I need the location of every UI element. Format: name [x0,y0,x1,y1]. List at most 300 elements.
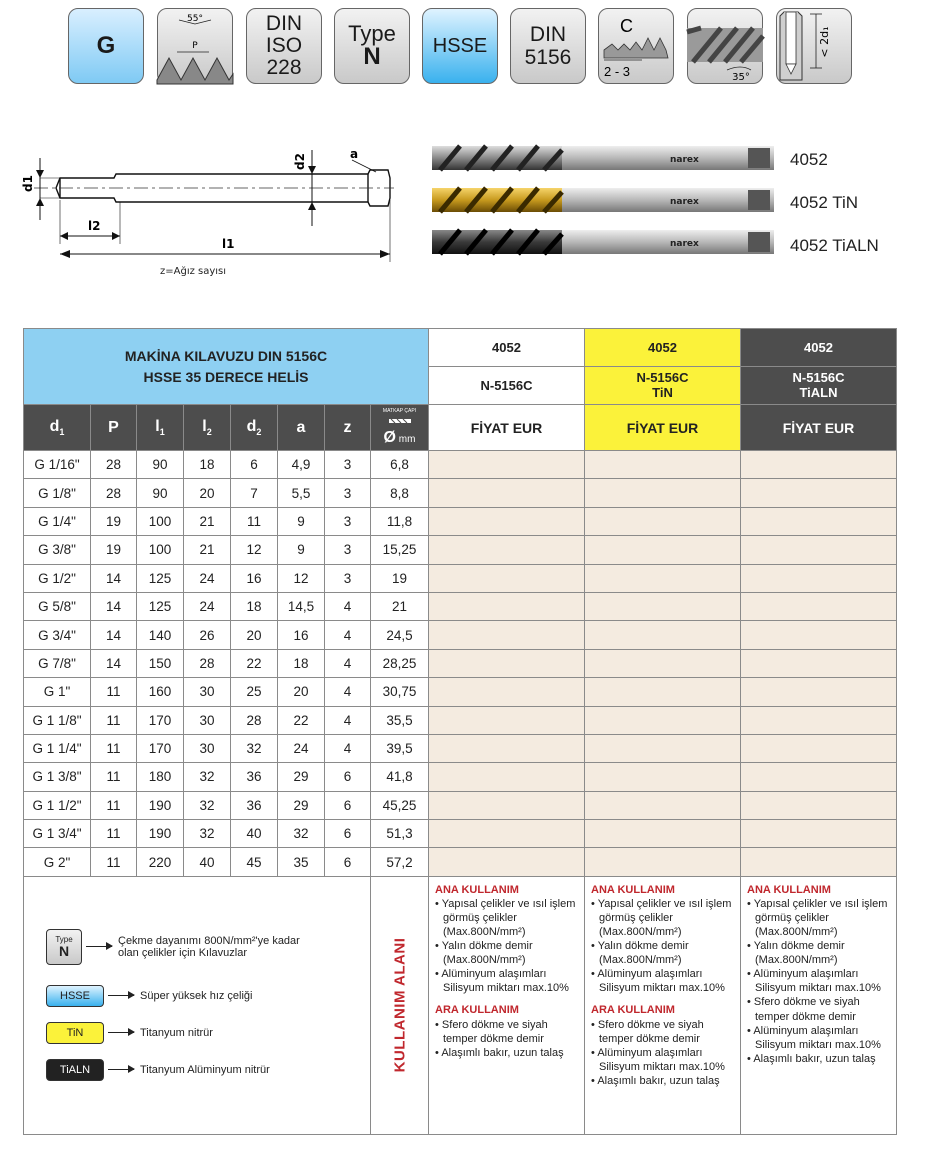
sub-usage-title: ARA KULLANIM [435,1004,519,1017]
price-cell [585,649,741,677]
price-cell [585,791,741,819]
usage-item: • Alaşımlı bakır, uzun talaş [747,1052,892,1066]
table-row [24,507,897,535]
main-usage-title: ANA KULLANIM [747,883,831,896]
table-cell: 190 [137,820,184,848]
table-cell: 3 [325,507,371,535]
drill-bit-icon [387,416,413,426]
usage-area-label-cell [371,876,429,1134]
price-cell [741,706,897,734]
table-cell: 3 [325,451,371,479]
table-cell: 6 [325,791,371,819]
main-usage-list [747,897,892,1066]
price-cell [741,621,897,649]
table-cell: 32 [278,820,325,848]
table-cell: 125 [137,564,184,592]
chamfer-icon [598,8,674,84]
table-cell: 11 [231,507,278,535]
table-cell: 28,25 [371,649,429,677]
legend-tialn-text: Titanyum Alüminyum nitrür [140,1063,270,1076]
table-cell: G 1 3/4" [24,820,91,848]
table-cell: 16 [278,621,325,649]
table-cell: 18 [184,451,231,479]
price-header-plain: FİYAT EUR [429,405,585,451]
legend-hsse-text: Süper yüksek hız çeliği [140,989,253,1002]
table-cell: G 1 1/8" [24,706,91,734]
table-row [24,706,897,734]
tool-4052-plain [432,146,774,170]
product-standard-tin-name: N-5156C [636,370,689,386]
table-cell: 11 [91,734,137,762]
formula-caption: z=Ağız sayısı [160,266,227,277]
table-cell: G 3/4" [24,621,91,649]
table-cell: G 3/8" [24,536,91,564]
legend-type-n-badge: Type N [46,929,82,965]
sub-usage-list [591,1018,736,1088]
legend-tin [46,1022,213,1044]
table-cell: 100 [137,507,184,535]
badge-type-label: Type [348,21,396,46]
usage-item: • Alüminyum alaşımları Silisyum miktarı max.10% [435,967,580,995]
col-drill [371,405,429,451]
usage-item: • Yapısal çelikler ve ısıl işlem görmüş çelikler (Max.800N/mm²) [591,897,736,939]
table-row [24,678,897,706]
d1-label: d1 [21,175,35,192]
col-d2: $d_2$ [231,405,278,451]
price-cell [741,649,897,677]
table-cell: 4 [325,734,371,762]
badge-thread-profile [157,8,233,84]
price-cell [741,592,897,620]
table-cell: 45,25 [371,791,429,819]
price-cell [429,451,585,479]
table-cell: 11 [91,706,137,734]
usage-item: • Alaşımlı bakır, uzun talaş [591,1074,736,1088]
chamfer-letter: C [620,16,633,36]
tap-dimension-drawing [21,140,404,280]
table-cell: 90 [137,451,184,479]
table-cell: 51,3 [371,820,429,848]
badge-din-iso-line3: 228 [266,56,302,80]
table-cell: 24,5 [371,621,429,649]
table-cell: 14 [91,649,137,677]
sub-usage-title: ARA KULLANIM [591,1004,675,1017]
product-coating-tialn: TiALN [799,384,838,400]
table-cell: 45 [231,848,278,876]
usage-item: • Alüminyum alaşımları Silisyum miktarı max.10% [591,967,736,995]
arrow-icon [108,1032,134,1033]
product-coating-tin: TiN [652,384,673,400]
table-row [24,479,897,507]
table-row [24,791,897,819]
usage-item: • Yapısal çelikler ve ısıl işlem görmüş çelikler (Max.800N/mm²) [435,897,580,939]
legend-tin-text: Titanyum nitrür [140,1026,213,1039]
table-cell: 14 [91,621,137,649]
table-cell: 36 [231,791,278,819]
table-cell: 39,5 [371,734,429,762]
price-cell [741,734,897,762]
table-row [24,564,897,592]
table-cell: 28 [91,479,137,507]
table-cell: G 1 1/2" [24,791,91,819]
table-cell: 41,8 [371,763,429,791]
table-cell: 6 [325,763,371,791]
col-a: a [278,405,325,451]
table-cell: 3 [325,536,371,564]
table-cell: 19 [91,536,137,564]
table-cell: 11 [91,791,137,819]
table-row [24,848,897,876]
usage-item: • Yapısal çelikler ve ısıl işlem görmüş çelikler (Max.800N/mm²) [747,897,892,939]
price-header-tialn: FİYAT EUR [741,405,897,451]
arrow-icon [108,1069,134,1070]
table-cell: 35 [278,848,325,876]
table-cell: 26 [184,621,231,649]
main-usage-list [591,897,736,996]
col-p: P [91,405,137,451]
table-cell: G 5/8" [24,592,91,620]
badge-din-iso-line1: DIN [265,11,303,35]
table-cell: 40 [184,848,231,876]
table-cell: 4,9 [278,451,325,479]
table-cell: 21 [184,536,231,564]
badge-g-label: G [96,32,116,59]
price-header-tin: FİYAT EUR [585,405,741,451]
price-cell [585,479,741,507]
table-cell: 24 [278,734,325,762]
table-cell: 32 [184,820,231,848]
usage-item: • Yalın dökme demir (Max.800N/mm²) [591,939,736,967]
table-cell: 29 [278,763,325,791]
table-cell: 28 [184,649,231,677]
table-cell: 5,5 [278,479,325,507]
table-cell: 11 [91,763,137,791]
usage-notes-plain [429,876,585,1134]
table-cell: 9 [278,507,325,535]
col-l1: $l_1$ [137,405,184,451]
table-cell: 6 [231,451,278,479]
table-cell: G 7/8" [24,649,91,677]
table-cell: 11 [91,678,137,706]
table-cell: 29 [278,791,325,819]
price-cell [585,734,741,762]
table-cell: 15,25 [371,536,429,564]
table-row [24,820,897,848]
table-cell: 19 [91,507,137,535]
table-cell: G 1" [24,678,91,706]
table-cell: G 1 1/4" [24,734,91,762]
table-cell: G 2" [24,848,91,876]
price-cell [585,678,741,706]
table-cell: 3 [325,564,371,592]
table-row [24,734,897,762]
badge-din-iso-line2: ISO [265,33,303,57]
table-cell: 11 [91,848,137,876]
table-cell: 6 [325,820,371,848]
table-cell: 21 [184,507,231,535]
table-cell: 100 [137,536,184,564]
thread-pitch-label: P [192,41,198,51]
col-z: z [325,405,371,451]
table-row [24,649,897,677]
legend-panel [24,876,371,1134]
table-cell: 30 [184,678,231,706]
table-row [24,763,897,791]
table-cell: 57,2 [371,848,429,876]
main-usage-title: ANA KULLANIM [435,883,519,896]
price-cell [429,507,585,535]
price-cell [741,820,897,848]
product-code-plain: 4052 [429,329,585,367]
table-cell: 40 [231,820,278,848]
price-cell [585,451,741,479]
price-cell [585,820,741,848]
d2-label: d2 [293,153,307,170]
table-cell: 30 [184,734,231,762]
table-cell: G 1 3/8" [24,763,91,791]
table-cell: 170 [137,706,184,734]
table-row [24,592,897,620]
table-cell: 19 [371,564,429,592]
table-row [24,621,897,649]
table-cell: 24 [184,564,231,592]
product-code-tialn: 4052 [741,329,897,367]
legend-hsse-badge: HSSE [46,985,104,1007]
table-cell: 90 [137,479,184,507]
tool-4052-tin [432,188,774,212]
price-cell [585,564,741,592]
price-cell [741,479,897,507]
arrow-icon [108,995,134,996]
brand-label-2: narex [670,197,699,207]
sub-usage-list [435,1018,580,1060]
table-cell: 32 [231,734,278,762]
price-cell [429,592,585,620]
price-cell [585,536,741,564]
table-cell: 3 [325,479,371,507]
product-standard-tin [585,367,741,405]
table-cell: 12 [278,564,325,592]
table-cell: 35,5 [371,706,429,734]
badge-chamfer [598,8,674,84]
table-cell: 30,75 [371,678,429,706]
header-row-1 [24,329,897,367]
table-cell: 32 [184,791,231,819]
tap-tools-illustration [430,138,776,264]
table-body [24,451,897,877]
price-cell [741,536,897,564]
badge-g-thread [68,8,144,84]
a-label: a [350,147,359,161]
price-cell [741,848,897,876]
table-cell: 16 [231,564,278,592]
bore-depth-icon [776,8,852,84]
table-cell: 12 [231,536,278,564]
price-cell [429,649,585,677]
price-cell [429,479,585,507]
table-title-line1: MAKİNA KILAVUZU DIN 5156C [124,347,328,364]
badge-hsse-label: HSSE [432,34,488,57]
price-cell [429,791,585,819]
usage-notes-tialn [741,876,897,1134]
badge-bore [776,8,852,84]
legend-tialn [46,1059,270,1081]
table-title [24,329,429,405]
table-cell: 21 [371,592,429,620]
legend-type-n-text: Çekme dayanımı 800N/mm²'ye kadar olan çelikler için Kılavuzlar [118,934,300,959]
table-cell: 20 [278,678,325,706]
price-cell [429,678,585,706]
badge-helix [687,8,763,84]
price-cell [741,564,897,592]
table-cell: 36 [231,763,278,791]
price-cell [585,848,741,876]
helix-angle-label: 35° [732,72,750,83]
table-cell: 24 [184,592,231,620]
table-cell: 6,8 [371,451,429,479]
badge-din-iso [246,8,322,84]
l2-label: l2 [88,219,101,233]
price-cell [429,848,585,876]
table-cell: 22 [231,649,278,677]
usage-item: • Alüminyum alaşımları Silisyum miktarı max.10% [747,967,892,995]
table-cell: 14 [91,592,137,620]
legend-tin-badge: TiN [46,1022,104,1044]
price-cell [741,791,897,819]
table-cell: 28 [231,706,278,734]
table-cell: 170 [137,734,184,762]
legend-tialn-badge: TiALN [46,1059,104,1081]
usage-notes-tin [585,876,741,1134]
drill-header-label: MATKAP ÇAPI [382,408,417,414]
price-cell [429,564,585,592]
main-usage-list [435,897,580,996]
table-cell: 14 [91,564,137,592]
table-cell: G 1/2" [24,564,91,592]
tool-label-tialn: 4052 TiALN [790,236,879,255]
table-cell: 28 [91,451,137,479]
price-cell [429,621,585,649]
table-cell: 125 [137,592,184,620]
price-cell [585,706,741,734]
table-cell: 220 [137,848,184,876]
usage-item: • Sfero dökme ve siyah temper dökme demir [747,995,892,1023]
price-cell [429,536,585,564]
tool-4052-tialn [432,230,774,254]
table-cell: 4 [325,706,371,734]
table-cell: 150 [137,649,184,677]
table-cell: G 1/16" [24,451,91,479]
table-cell: 190 [137,791,184,819]
arrow-icon [86,946,112,947]
brand-label-1: narex [670,155,699,165]
product-standard-tialn-name: N-5156C [792,370,845,386]
legend-hsse [46,985,253,1007]
price-cell [585,507,741,535]
price-cell [741,678,897,706]
col-l2: $l_2$ [184,405,231,451]
chamfer-value: 2 - 3 [604,64,631,79]
table-cell: 25 [231,678,278,706]
table-cell: 7 [231,479,278,507]
table-row [24,536,897,564]
badge-din5156-line2: 5156 [524,46,572,69]
main-usage-title: ANA KULLANIM [591,883,675,896]
price-cell [585,763,741,791]
price-cell [741,507,897,535]
table-cell: 18 [231,592,278,620]
table-row [24,451,897,479]
table-cell: 4 [325,621,371,649]
brand-label-3: narex [670,239,699,249]
table-title-line2: HSSE 35 DERECE HELİS [143,368,309,385]
table-cell: 32 [184,763,231,791]
table-cell: G 1/4" [24,507,91,535]
price-cell [429,706,585,734]
product-standard-tialn [741,367,897,405]
table-cell: 180 [137,763,184,791]
table-cell: 4 [325,649,371,677]
table-cell: 18 [278,649,325,677]
legend-type-n [46,929,308,965]
price-cell [741,763,897,791]
product-standard-plain: N-5156C [429,367,585,405]
table-cell: 22 [278,706,325,734]
bore-label: < 2d₁ [818,26,831,58]
usage-item: • Alaşımlı bakır, uzun talaş [435,1046,580,1060]
usage-area-label: KULLANIM ALANI [391,937,408,1073]
table-cell: 11,8 [371,507,429,535]
table-cell: 4 [325,592,371,620]
usage-item: • Yalın dökme demir (Max.800N/mm²) [435,939,580,967]
drill-unit: Ø mm [383,429,416,446]
table-cell: 11 [91,820,137,848]
usage-item: • Yalın dökme demir (Max.800N/mm²) [747,939,892,967]
badge-hsse [422,8,498,84]
badge-type-n [334,8,410,84]
table-cell: 30 [184,706,231,734]
tool-label-tin: 4052 TiN [790,193,859,212]
table-cell: 14,5 [278,592,325,620]
tool-label-plain: 4052 [790,150,828,169]
table-cell: 8,8 [371,479,429,507]
badge-type-value: N [363,43,381,70]
badge-din5156 [510,8,586,84]
thread-angle-label: 55° [187,14,203,24]
price-cell [429,763,585,791]
diameter-icon: Ø [383,429,396,446]
badge-din5156-line1: DIN [529,22,567,46]
table-cell: 140 [137,621,184,649]
table-cell: G 1/8" [24,479,91,507]
column-header-row [24,405,897,451]
table-cell: 4 [325,678,371,706]
table-cell: 160 [137,678,184,706]
table-cell: 20 [184,479,231,507]
usage-item: • Sfero dökme ve siyah temper dökme demir [435,1018,580,1046]
usage-item: • Alüminyum alaşımları Silisyum miktarı max.10% [591,1046,736,1074]
price-cell [585,592,741,620]
usage-item: • Alüminyum alaşımları Silisyum miktarı max.10% [747,1024,892,1052]
table-cell: 6 [325,848,371,876]
col-d1: $d_1$ [24,405,91,451]
table-cell: 9 [278,536,325,564]
l1-label: l1 [222,237,235,251]
price-cell [429,734,585,762]
helix-tap-icon [687,8,763,84]
thread-profile-icon [157,8,233,84]
product-code-tin: 4052 [585,329,741,367]
